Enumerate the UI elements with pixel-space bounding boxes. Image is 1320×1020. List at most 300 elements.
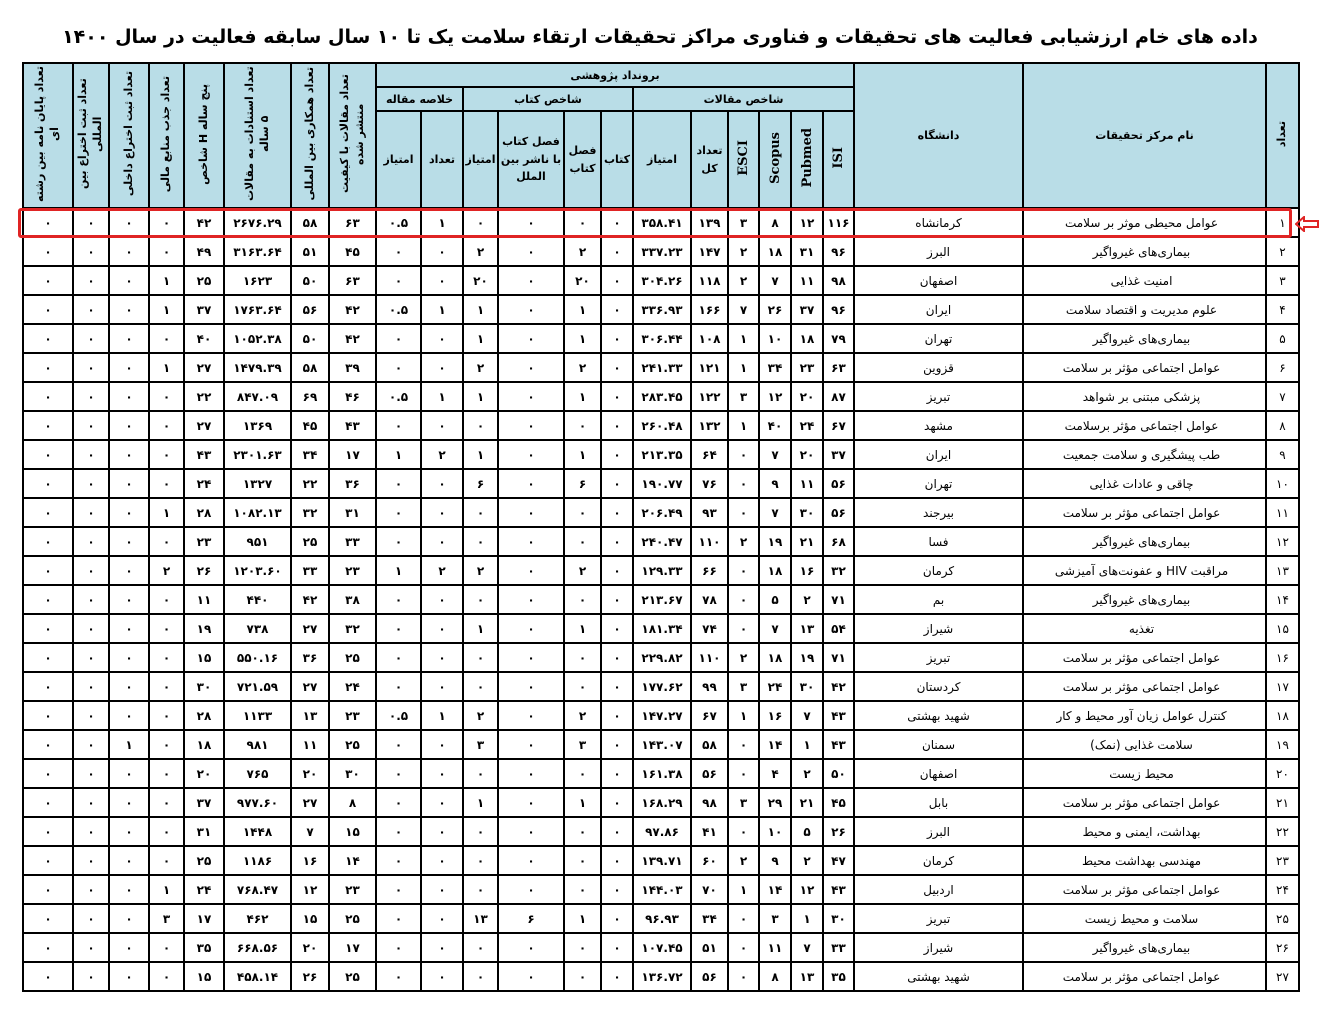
cell-university: شیراز	[854, 614, 1023, 643]
cell-ipat: ۰	[73, 788, 109, 817]
cell-fund: ۰	[149, 614, 184, 643]
cell-pubmed: ۱۶	[791, 556, 823, 585]
table-row[interactable]	[23, 556, 1299, 585]
cell-scopus: ۲۶	[759, 295, 791, 324]
cell-ascore: ۳۳۶.۹۳	[633, 295, 691, 324]
cell-abscore: ۰	[376, 469, 421, 498]
cell-h: ۲۸	[184, 498, 224, 527]
cell-collab: ۵۱	[291, 237, 329, 266]
cell-center-name: عوامل محیطی موثر بر سلامت	[1023, 208, 1266, 237]
cell-isi: ۴۲	[823, 672, 854, 701]
header-domestic-patents[interactable]: تعداد ثبت اختراع داخلی	[109, 63, 149, 208]
cell-chap: ۳	[564, 730, 601, 759]
cell-thesis: ۰	[23, 266, 73, 295]
cell-ichap: ۰	[498, 237, 564, 266]
cell-abcount: ۰	[421, 759, 463, 788]
cell-thesis: ۰	[23, 759, 73, 788]
cell-ipat: ۰	[73, 208, 109, 237]
cell-university: بابل	[854, 788, 1023, 817]
header-article-score[interactable]: امتیاز	[633, 111, 691, 208]
cell-isi: ۴۳	[823, 701, 854, 730]
cell-chap: ۲	[564, 556, 601, 585]
cell-scopus: ۱۱	[759, 933, 791, 962]
cell-scopus: ۸	[759, 208, 791, 237]
cell-book: ۰	[601, 208, 633, 237]
cell-fund: ۰	[149, 411, 184, 440]
cell-scopus: ۱۸	[759, 237, 791, 266]
cell-ichap: ۰	[498, 846, 564, 875]
cell-ascore: ۱۴۴.۰۳	[633, 875, 691, 904]
cell-ascore: ۳۵۸.۴۱	[633, 208, 691, 237]
table-row[interactable]	[23, 382, 1299, 411]
cell-scopus: ۲۹	[759, 788, 791, 817]
cell-abscore: ۱	[376, 556, 421, 585]
header-funding[interactable]: تعداد جذب منابع مالی	[149, 63, 184, 208]
header-abstract-count[interactable]: تعداد	[421, 111, 463, 208]
cell-cite: ۲۶۷۶.۲۹	[224, 208, 291, 237]
cell-quality: ۲۳	[329, 875, 376, 904]
cell-total: ۱۱۰	[691, 527, 728, 556]
cell-fund: ۰	[149, 933, 184, 962]
cell-ascore: ۱۳۹.۷۱	[633, 846, 691, 875]
cell-quality: ۴۲	[329, 295, 376, 324]
table-row[interactable]	[23, 962, 1299, 991]
cell-scopus: ۷	[759, 266, 791, 295]
cell-ascore: ۹۶.۹۳	[633, 904, 691, 933]
cell-abscore: ۰	[376, 237, 421, 266]
cell-ascore: ۹۷.۸۶	[633, 817, 691, 846]
cell-fund: ۱	[149, 266, 184, 295]
cell-center-name: محیط زیست	[1023, 759, 1266, 788]
cell-isi: ۱۱۶	[823, 208, 854, 237]
cell-fund: ۰	[149, 817, 184, 846]
table-row[interactable]	[23, 730, 1299, 759]
cell-ascore: ۲۶۰.۴۸	[633, 411, 691, 440]
cell-ichap: ۰	[498, 324, 564, 353]
cell-dpat: ۰	[109, 266, 149, 295]
cell-row-number: ۳	[1266, 266, 1299, 295]
cell-center-name: بهداشت، ایمنی و محیط	[1023, 817, 1266, 846]
cell-ascore: ۲۱۳.۶۷	[633, 585, 691, 614]
cell-ipat: ۰	[73, 527, 109, 556]
cell-row-number: ۲۶	[1266, 933, 1299, 962]
header-interdisc-theses[interactable]: تعداد پایان نامه بین رشته ای	[23, 63, 73, 208]
cell-thesis: ۰	[23, 846, 73, 875]
cell-center-name: عوامل اجتماعی مؤثر بر سلامت	[1023, 875, 1266, 904]
cell-h: ۲۳	[184, 527, 224, 556]
cell-collab: ۵۶	[291, 295, 329, 324]
cell-book: ۰	[601, 498, 633, 527]
cell-bscore: ۲	[463, 353, 498, 382]
cell-ipat: ۰	[73, 353, 109, 382]
cell-abscore: ۰	[376, 266, 421, 295]
cell-chap: ۰	[564, 527, 601, 556]
header-intl-collab[interactable]: تعداد همکاری بین المللی	[291, 63, 329, 208]
table-row[interactable]	[23, 266, 1299, 295]
cell-ascore: ۱۶۸.۲۹	[633, 788, 691, 817]
cell-pubmed: ۲۱	[791, 788, 823, 817]
header-total-count[interactable]: تعداد کل	[691, 111, 728, 208]
cell-ipat: ۰	[73, 411, 109, 440]
cell-center-name: عوامل اجتماعی مؤثر بر سلامت	[1023, 643, 1266, 672]
cell-esci: ۰	[728, 440, 759, 469]
header-book[interactable]: کتاب	[601, 111, 633, 208]
cell-dpat: ۰	[109, 382, 149, 411]
cell-ichap: ۰	[498, 295, 564, 324]
cell-university: ایران	[854, 440, 1023, 469]
cell-university: شیراز	[854, 933, 1023, 962]
cell-university: بیرجند	[854, 498, 1023, 527]
cell-total: ۷۶	[691, 469, 728, 498]
cell-chap: ۱	[564, 904, 601, 933]
cell-h: ۳۱	[184, 817, 224, 846]
cell-chap: ۲	[564, 237, 601, 266]
table-row[interactable]	[23, 353, 1299, 382]
cell-chap: ۰	[564, 208, 601, 237]
header-esci[interactable]: ESCI	[728, 111, 759, 208]
cell-ichap: ۰	[498, 440, 564, 469]
cell-collab: ۵۰	[291, 266, 329, 295]
cell-fund: ۱	[149, 498, 184, 527]
cell-total: ۶۴	[691, 440, 728, 469]
cell-dpat: ۰	[109, 701, 149, 730]
cell-thesis: ۰	[23, 527, 73, 556]
cell-scopus: ۳۴	[759, 353, 791, 382]
cell-book: ۰	[601, 643, 633, 672]
cell-abscore: ۰	[376, 759, 421, 788]
cell-abcount: ۲	[421, 556, 463, 585]
cell-ipat: ۰	[73, 817, 109, 846]
cell-ipat: ۰	[73, 614, 109, 643]
cell-abcount: ۰	[421, 469, 463, 498]
header-h-index[interactable]: شاخص H پنج ساله	[184, 63, 224, 208]
cell-fund: ۰	[149, 788, 184, 817]
cell-cite: ۹۷۷.۶۰	[224, 788, 291, 817]
header-quality-articles[interactable]: تعداد مقالات با کیفیت منتشر شده	[329, 63, 376, 208]
cell-collab: ۲۵	[291, 527, 329, 556]
cell-row-number: ۲	[1266, 237, 1299, 266]
cell-abscore: ۱	[376, 440, 421, 469]
cell-total: ۵۸	[691, 730, 728, 759]
table-row[interactable]	[23, 208, 1299, 237]
cell-center-name: مراقبت HIV و عفونت‌های آمیزشی	[1023, 556, 1266, 585]
header-research-output: برونداد پژوهشی	[376, 63, 854, 87]
table-row[interactable]	[23, 295, 1299, 324]
cell-thesis: ۰	[23, 237, 73, 266]
cell-quality: ۶۳	[329, 208, 376, 237]
cell-quality: ۸	[329, 788, 376, 817]
cell-abcount: ۰	[421, 237, 463, 266]
cell-isi: ۳۷	[823, 440, 854, 469]
cell-chap: ۱	[564, 614, 601, 643]
cell-fund: ۱	[149, 295, 184, 324]
cell-pubmed: ۱۲	[791, 875, 823, 904]
cell-university: تهران	[854, 469, 1023, 498]
cell-dpat: ۰	[109, 440, 149, 469]
cell-esci: ۲	[728, 266, 759, 295]
cell-dpat: ۰	[109, 933, 149, 962]
cell-ichap: ۰	[498, 498, 564, 527]
cell-scopus: ۷	[759, 440, 791, 469]
cell-quality: ۲۴	[329, 672, 376, 701]
cell-book: ۰	[601, 266, 633, 295]
cell-cite: ۱۲۰۳.۶۰	[224, 556, 291, 585]
cell-university: کرمانشاه	[854, 208, 1023, 237]
cell-abscore: ۰	[376, 904, 421, 933]
cell-row-number: ۲۴	[1266, 875, 1299, 904]
cell-university: سمنان	[854, 730, 1023, 759]
cell-pubmed: ۷	[791, 701, 823, 730]
cell-center-name: علوم مدیریت و اقتصاد سلامت	[1023, 295, 1266, 324]
cell-esci: ۱	[728, 324, 759, 353]
table-row[interactable]	[23, 817, 1299, 846]
cell-esci: ۰	[728, 759, 759, 788]
cell-esci: ۱	[728, 411, 759, 440]
cell-pubmed: ۱۸	[791, 324, 823, 353]
header-university[interactable]: دانشگاه	[854, 63, 1023, 208]
cell-pubmed: ۳۷	[791, 295, 823, 324]
header-articles-index-group: شاخص مقالات	[633, 87, 854, 111]
cell-abcount: ۰	[421, 904, 463, 933]
cell-center-name: عوامل اجتماعی مؤثر بر سلامت	[1023, 788, 1266, 817]
cell-ichap: ۰	[498, 933, 564, 962]
cell-ipat: ۰	[73, 237, 109, 266]
cell-abcount: ۲	[421, 440, 463, 469]
cell-abscore: ۰	[376, 585, 421, 614]
cell-scopus: ۱۰	[759, 817, 791, 846]
cell-ipat: ۰	[73, 904, 109, 933]
cell-ichap: ۰	[498, 730, 564, 759]
cell-abcount: ۰	[421, 411, 463, 440]
cell-chap: ۱	[564, 324, 601, 353]
cell-bscore: ۰	[463, 817, 498, 846]
cell-ascore: ۲۱۳.۳۵	[633, 440, 691, 469]
table-row[interactable]	[23, 875, 1299, 904]
cell-cite: ۹۸۱	[224, 730, 291, 759]
cell-isi: ۳۲	[823, 556, 854, 585]
cell-chap: ۱	[564, 382, 601, 411]
header-isi[interactable]: ISI	[823, 111, 854, 208]
cell-ascore: ۱۹۰.۷۷	[633, 469, 691, 498]
cell-collab: ۵۸	[291, 353, 329, 382]
cell-bscore: ۰	[463, 933, 498, 962]
cell-total: ۱۲۱	[691, 353, 728, 382]
cell-isi: ۲۶	[823, 817, 854, 846]
cell-ichap: ۰	[498, 382, 564, 411]
table-row[interactable]	[23, 585, 1299, 614]
cell-thesis: ۰	[23, 324, 73, 353]
cell-fund: ۰	[149, 585, 184, 614]
cell-h: ۳۷	[184, 295, 224, 324]
cell-h: ۴۳	[184, 440, 224, 469]
table-row[interactable]	[23, 440, 1299, 469]
cell-center-name: عوامل اجتماعی مؤثر بر سلامت	[1023, 498, 1266, 527]
cell-isi: ۷۹	[823, 324, 854, 353]
cell-pubmed: ۲۱	[791, 527, 823, 556]
cell-fund: ۰	[149, 730, 184, 759]
cell-row-number: ۲۱	[1266, 788, 1299, 817]
cell-fund: ۰	[149, 527, 184, 556]
cell-pubmed: ۲۰	[791, 440, 823, 469]
cell-abcount: ۰	[421, 585, 463, 614]
cell-h: ۳۰	[184, 672, 224, 701]
cell-cite: ۳۱۶۳.۶۴	[224, 237, 291, 266]
header-book-index-group: شاخص کتاب	[463, 87, 633, 111]
cell-isi: ۵۶	[823, 469, 854, 498]
cell-quality: ۱۷	[329, 440, 376, 469]
header-book-score[interactable]: امتیاز	[463, 111, 498, 208]
cell-quality: ۲۳	[329, 556, 376, 585]
cell-row-number: ۱۸	[1266, 701, 1299, 730]
cell-quality: ۲۵	[329, 643, 376, 672]
cell-cite: ۸۴۷.۰۹	[224, 382, 291, 411]
cell-university: تبریز	[854, 382, 1023, 411]
cell-university: تبریز	[854, 904, 1023, 933]
table-row[interactable]	[23, 904, 1299, 933]
cell-quality: ۲۳	[329, 701, 376, 730]
cell-collab: ۱۳	[291, 701, 329, 730]
cell-esci: ۰	[728, 614, 759, 643]
cell-total: ۱۰۸	[691, 324, 728, 353]
cell-quality: ۱۴	[329, 846, 376, 875]
cell-quality: ۲۵	[329, 962, 376, 991]
cell-collab: ۴۲	[291, 585, 329, 614]
cell-thesis: ۰	[23, 701, 73, 730]
cell-dpat: ۰	[109, 411, 149, 440]
cell-dpat: ۰	[109, 962, 149, 991]
cell-ascore: ۱۰۷.۴۵	[633, 933, 691, 962]
cell-bscore: ۰	[463, 411, 498, 440]
header-intl-book-chapter[interactable]: فصل کتاب با ناشر بین الملل	[498, 111, 564, 208]
header-book-chapter[interactable]: فصل کتاب	[564, 111, 601, 208]
table-row[interactable]	[23, 411, 1299, 440]
table-row[interactable]	[23, 237, 1299, 266]
header-citations[interactable]: تعداد استنادات به مقالات ۵ ساله	[224, 63, 291, 208]
cell-dpat: ۱	[109, 730, 149, 759]
header-abstract-group: خلاصه مقاله	[376, 87, 463, 111]
cell-isi: ۸۷	[823, 382, 854, 411]
cell-bscore: ۱	[463, 788, 498, 817]
cell-dpat: ۰	[109, 614, 149, 643]
cell-thesis: ۰	[23, 643, 73, 672]
cell-thesis: ۰	[23, 904, 73, 933]
table-row[interactable]	[23, 672, 1299, 701]
cell-fund: ۰	[149, 469, 184, 498]
table-row[interactable]	[23, 788, 1299, 817]
cell-abscore: ۰	[376, 962, 421, 991]
cell-cite: ۱۳۶۹	[224, 411, 291, 440]
cell-collab: ۲۰	[291, 759, 329, 788]
cell-isi: ۹۸	[823, 266, 854, 295]
header-abstract-score[interactable]: امتیاز	[376, 111, 421, 208]
cell-scopus: ۴۰	[759, 411, 791, 440]
cell-book: ۰	[601, 846, 633, 875]
cell-row-number: ۸	[1266, 411, 1299, 440]
cell-bscore: ۰	[463, 585, 498, 614]
cell-esci: ۲	[728, 237, 759, 266]
cell-ichap: ۰	[498, 672, 564, 701]
cell-quality: ۴۵	[329, 237, 376, 266]
cell-university: بم	[854, 585, 1023, 614]
cell-pubmed: ۱۹	[791, 643, 823, 672]
cell-pubmed: ۷	[791, 933, 823, 962]
cell-collab: ۳۲	[291, 498, 329, 527]
table-row[interactable]	[23, 527, 1299, 556]
cell-row-number: ۱۶	[1266, 643, 1299, 672]
cell-isi: ۴۵	[823, 788, 854, 817]
cell-fund: ۰	[149, 208, 184, 237]
cell-h: ۳۷	[184, 788, 224, 817]
cell-center-name: بیماری‌های غیرواگیر	[1023, 324, 1266, 353]
cell-esci: ۰	[728, 498, 759, 527]
cell-ascore: ۲۴۰.۴۷	[633, 527, 691, 556]
cell-ascore: ۲۰۶.۴۹	[633, 498, 691, 527]
cell-ichap: ۰	[498, 585, 564, 614]
table-row[interactable]	[23, 759, 1299, 788]
cell-ichap: ۰	[498, 817, 564, 846]
cell-pubmed: ۲۳	[791, 353, 823, 382]
cell-dpat: ۰	[109, 295, 149, 324]
table-row[interactable]	[23, 933, 1299, 962]
cell-center-name: عوامل اجتماعی مؤثر بر سلامت	[1023, 672, 1266, 701]
cell-scopus: ۱۴	[759, 730, 791, 759]
cell-collab: ۲۷	[291, 614, 329, 643]
cell-abscore: ۰	[376, 846, 421, 875]
table-row[interactable]	[23, 643, 1299, 672]
cell-thesis: ۰	[23, 382, 73, 411]
cell-ipat: ۰	[73, 701, 109, 730]
cell-ichap: ۰	[498, 759, 564, 788]
cell-quality: ۱۵	[329, 817, 376, 846]
cell-thesis: ۰	[23, 585, 73, 614]
cell-abscore: ۰	[376, 324, 421, 353]
header-center-name[interactable]: نام مرکز تحقیقات	[1023, 63, 1266, 208]
table-row[interactable]	[23, 469, 1299, 498]
cell-book: ۰	[601, 817, 633, 846]
cell-row-number: ۷	[1266, 382, 1299, 411]
cell-quality: ۳۸	[329, 585, 376, 614]
cell-collab: ۶۹	[291, 382, 329, 411]
cell-abcount: ۰	[421, 730, 463, 759]
cell-total: ۱۳۹	[691, 208, 728, 237]
cell-total: ۱۳۲	[691, 411, 728, 440]
cell-esci: ۰	[728, 933, 759, 962]
cell-center-name: عوامل اجتماعی مؤثر بر سلامت	[1023, 962, 1266, 991]
table-row[interactable]	[23, 701, 1299, 730]
cell-collab: ۳۶	[291, 643, 329, 672]
cell-dpat: ۰	[109, 846, 149, 875]
cell-scopus: ۱۴	[759, 875, 791, 904]
header-scopus[interactable]: Scopus	[759, 111, 791, 208]
cell-chap: ۱	[564, 788, 601, 817]
cell-abcount: ۰	[421, 266, 463, 295]
table-row[interactable]	[23, 498, 1299, 527]
cell-collab: ۳۴	[291, 440, 329, 469]
header-pubmed[interactable]: Pubmed	[791, 111, 823, 208]
header-row-number[interactable]: تعداد	[1266, 63, 1299, 208]
cell-bscore: ۰	[463, 672, 498, 701]
cell-esci: ۱	[728, 875, 759, 904]
table-row[interactable]	[23, 324, 1299, 353]
header-intl-patents[interactable]: تعداد ثبت اختراع بین المللی	[73, 63, 109, 208]
cell-ichap: ۰	[498, 266, 564, 295]
table-row[interactable]	[23, 614, 1299, 643]
cell-ipat: ۰	[73, 324, 109, 353]
cell-ascore: ۱۳۶.۷۲	[633, 962, 691, 991]
cell-book: ۰	[601, 904, 633, 933]
cell-quality: ۳۳	[329, 527, 376, 556]
table-row[interactable]	[23, 846, 1299, 875]
